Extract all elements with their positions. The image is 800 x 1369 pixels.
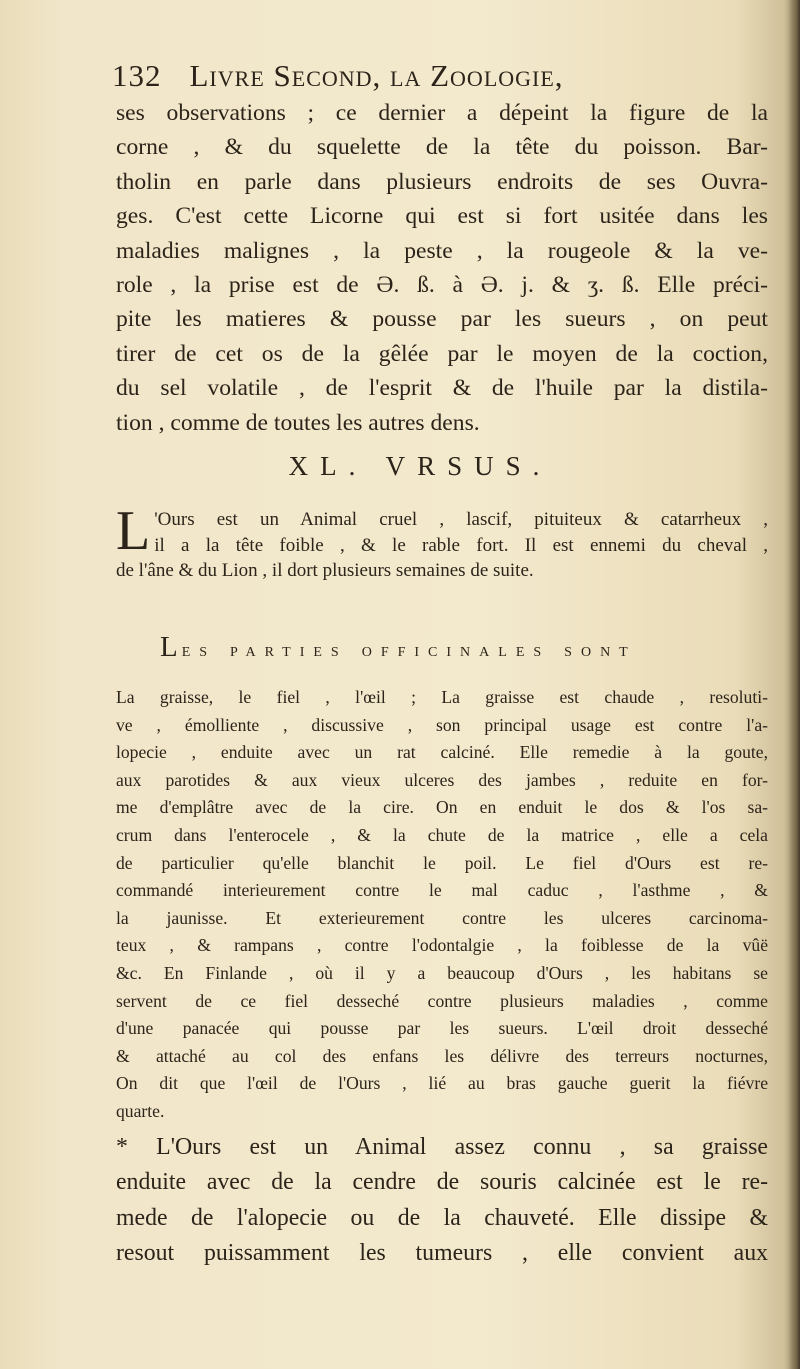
top-text-line-1: ses observations ; ce dernier a dépeint la figure de la	[116, 100, 768, 126]
page-number: 132	[112, 58, 162, 93]
officinal-text-line-10: teux , & rampans , contre l'odontalgie , la foiblesse de la vûë	[116, 935, 768, 956]
officinal-text-line-11: &c. En Finlande , où il y a beaucoup d'Ours , les habitans se	[116, 962, 768, 983]
intro-paragraph	[116, 500, 768, 584]
intro-text-line-1: 'Ours est un Animal cruel , lascif, pituiteux & catarrheux ,	[154, 509, 768, 530]
officinal-text-line-1: La graisse, le fiel , l'œil ; La graisse est chaude , resoluti-	[116, 687, 768, 707]
top-text-line-9: du sel volatile , de l'esprit & de l'huile par la distila-	[116, 375, 768, 402]
sub-heading-text: es parties officinales sont	[181, 639, 637, 661]
officinal-text-line-12: servent de ce fiel desseché contre plusieurs maladies , comme	[116, 990, 768, 1011]
sub-heading	[160, 631, 760, 664]
paragraph-officinal-parts	[116, 684, 768, 1126]
bottom-text-line-4: resout puissamment les tumeurs , elle convient aux	[116, 1240, 768, 1267]
officinal-text-line-5: me d'emplâtre avec de la cire. On en enduit le dos & l'os sa-	[116, 797, 768, 818]
top-text-line-7: pite les matieres & pousse par les sueurs , on peut	[116, 306, 768, 333]
section-title: XL. VRSUS.	[288, 451, 552, 481]
bottom-text-line-2: enduite avec de la cendre de souris calcinée est le re-	[116, 1169, 768, 1196]
top-text-line-4: ges. C'est cette Licorne qui est si fort usitée dans les	[116, 203, 768, 230]
officinal-text-line-8: commandé interieurement contre le mal caduc , l'asthme , &	[116, 880, 768, 901]
officinal-text-line-7: de particulier qu'elle blanchit le poil. Le fiel d'Ours est re-	[116, 852, 768, 873]
paragraph-top	[116, 96, 768, 440]
top-text-line-10: tion , comme de toutes les autres dens.	[116, 409, 480, 436]
officinal-text-line-15: On dit que l'œil de l'Ours , lié au bras gauche guerit la fiévre	[116, 1073, 768, 1094]
top-text-line-8: tirer de cet os de la gêlée par le moyen de la coction,	[116, 340, 768, 367]
officinal-text-line-3: lopecie , enduite avec un rat calciné. Elle remedie à la goute,	[116, 742, 768, 763]
sub-heading-initial: L	[160, 631, 182, 663]
top-text-line-2: corne , & du squelette de la tête du poisson. Bar-	[116, 134, 768, 161]
running-head	[112, 58, 672, 94]
page-edge-shadow	[788, 0, 800, 1369]
officinal-text-line-14: & attaché au col des enfans les délivre des terreurs nocturnes,	[116, 1045, 768, 1066]
top-text-line-3: tholin en parle dans plusieurs endroits de ses Ouvra-	[116, 168, 768, 195]
officinal-text-line-2: ve , émolliente , discussive , son principal usage est contre l'a-	[116, 714, 768, 735]
officinal-text-line-16: quarte.	[116, 1100, 165, 1121]
running-head-title: Livre Second, la Zoologie,	[189, 58, 564, 93]
paragraph-bottom	[116, 1130, 768, 1272]
officinal-text-line-13: d'une panacée qui pousse par les sueurs. L'œil droit desseché	[116, 1018, 768, 1039]
drop-cap: L	[116, 500, 151, 562]
officinal-text-line-6: crum dans l'enterocele , & la chute de la matrice , elle a cela	[116, 824, 768, 845]
top-text-line-6: role , la prise est de Ə. ß. à Ə. j. & ʒ. ß. Elle préci-	[116, 272, 768, 299]
bottom-text-line-3: mede de l'alopecie ou de la chauveté. Elle dissipe &	[116, 1204, 768, 1231]
top-text-line-5: maladies malignes , la peste , la rougeole & la ve-	[116, 237, 768, 264]
intro-text-line-3: de l'âne & du Lion , il dort plusieurs semaines de suite.	[116, 560, 534, 581]
officinal-text-line-4: aux parotides & aux vieux ulceres des jambes , reduite en for-	[116, 769, 768, 790]
officinal-text-line-9: la jaunisse. Et exterieurement contre les ulceres carcinoma-	[116, 907, 768, 928]
intro-text-line-2: il a la tête foible , & le rable fort. Il est ennemi du cheval ,	[154, 534, 768, 556]
bottom-text-line-1: * L'Ours est un Animal assez connu , sa graisse	[116, 1134, 768, 1160]
